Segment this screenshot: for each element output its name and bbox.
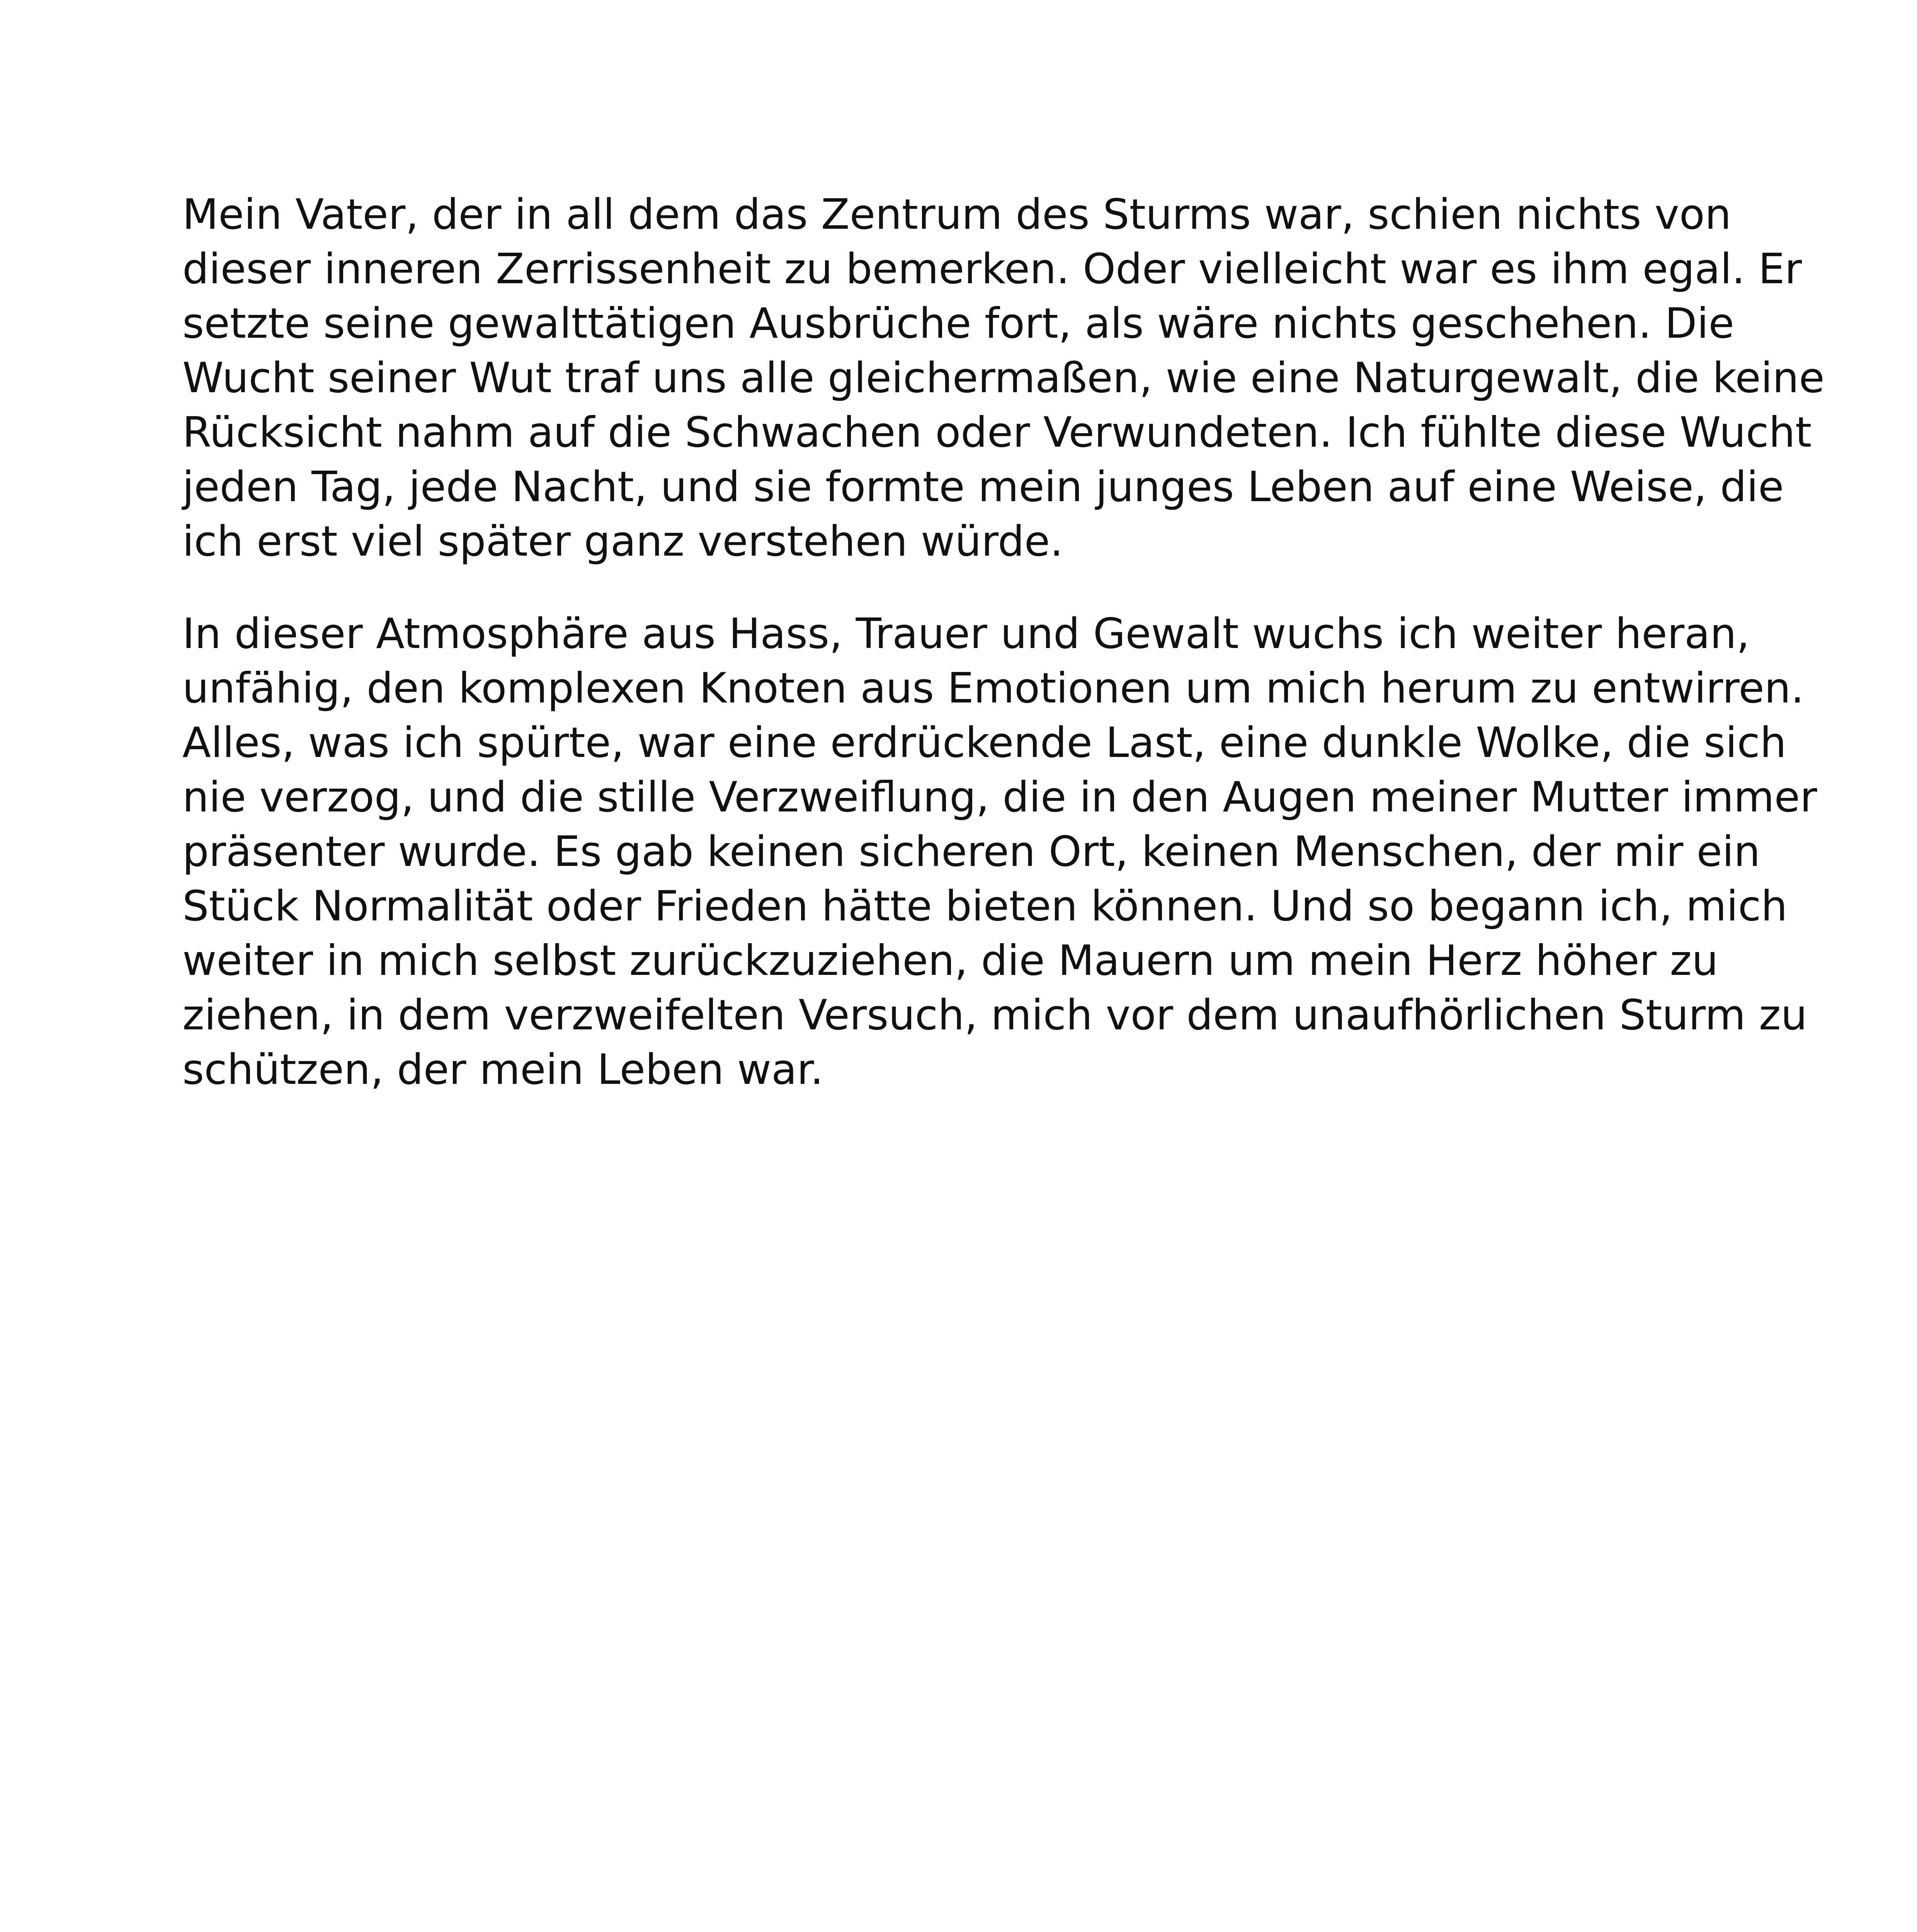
paragraph-line: präsenter wurde. Es gab keinen sicheren Ort, keinen Menschen, der mir ein bbox=[182, 828, 1761, 876]
paragraph-line: In dieser Atmosphäre aus Hass, Trauer und Gewalt wuchs ich weiter heran, bbox=[182, 610, 1750, 658]
body-paragraph-2 bbox=[182, 607, 1817, 1097]
paragraph-line: unfähig, den komplexen Knoten aus Emotionen um mich herum zu entwirren. bbox=[182, 664, 1804, 713]
body-paragraph-1 bbox=[182, 187, 1825, 569]
paragraph-line: Alles, was ich spürte, war eine erdrückende Last, eine dunkle Wolke, die sich bbox=[182, 719, 1787, 767]
paragraph-line: dieser inneren Zerrissenheit zu bemerken. Oder vielleicht war es ihm egal. Er bbox=[182, 245, 1802, 293]
paragraph-line: ziehen, in dem verzweifelten Versuch, mich vor dem unaufhörlichen Sturm zu bbox=[182, 991, 1807, 1039]
paragraph-line: Wucht seiner Wut traf uns alle gleichermaßen, wie eine Naturgewalt, die keine bbox=[182, 354, 1825, 402]
paragraph-line: ich erst viel später ganz verstehen würde. bbox=[182, 517, 1063, 566]
paragraph-line: jeden Tag, jede Nacht, und sie formte mein junges Leben auf eine Weise, die bbox=[182, 463, 1784, 511]
paragraph-line: nie verzog, und die stille Verzweiflung, die in den Augen meiner Mutter immer bbox=[182, 773, 1817, 821]
paragraph-line: Rücksicht nahm auf die Schwachen oder Verwundeten. Ich fühlte diese Wucht bbox=[182, 408, 1812, 457]
paragraph-line: Mein Vater, der in all dem das Zentrum des Sturms war, schien nichts von bbox=[182, 190, 1732, 239]
paragraph-line: setzte seine gewalttätigen Ausbrüche fort, als wäre nichts geschehen. Die bbox=[182, 299, 1734, 348]
paragraph-line: schützen, der mein Leben war. bbox=[182, 1046, 824, 1094]
paragraph-line: weiter in mich selbst zurückzuziehen, die Mauern um mein Herz höher zu bbox=[182, 937, 1718, 985]
paragraph-line: Stück Normalität oder Frieden hätte bieten können. Und so begann ich, mich bbox=[182, 882, 1788, 930]
